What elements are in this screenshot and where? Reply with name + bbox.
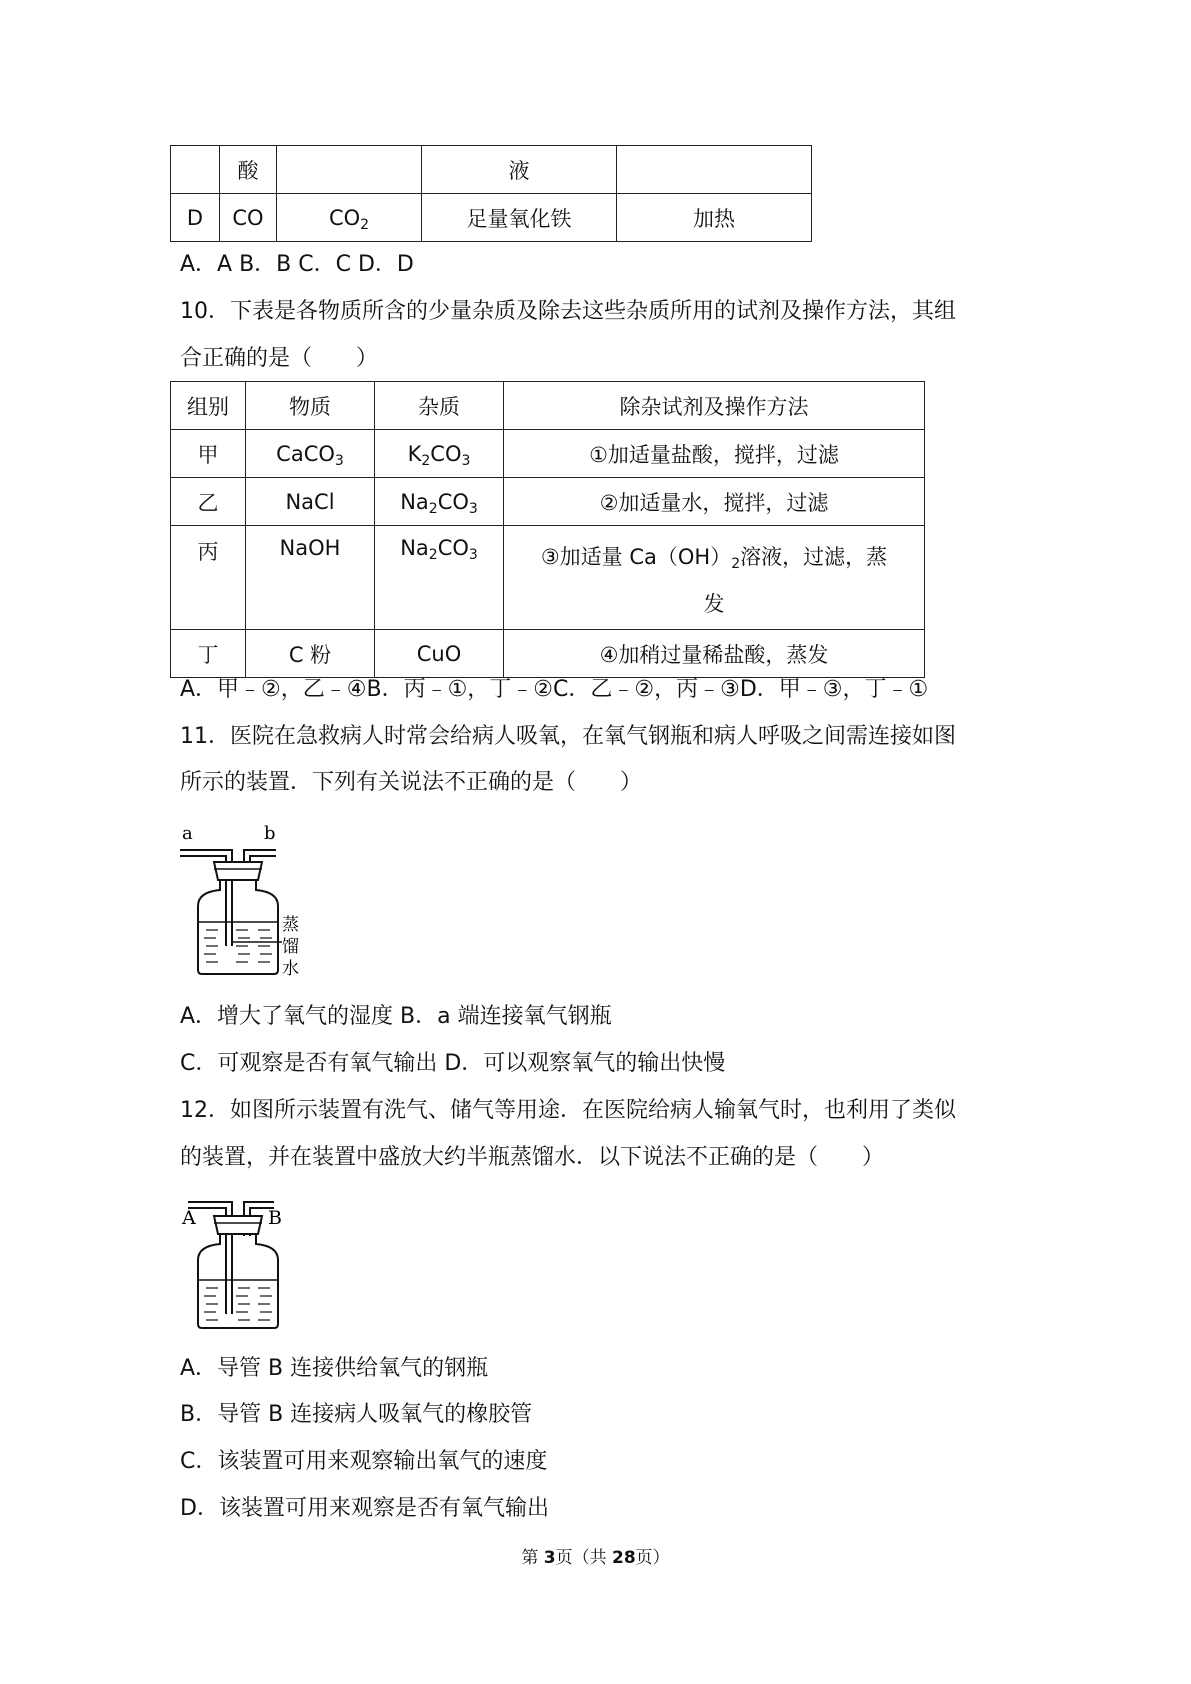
table-cell — [617, 146, 812, 194]
table-row — [171, 478, 925, 526]
wash-bottle-figure-1 — [178, 820, 308, 985]
table-header: 物质 — [246, 382, 375, 430]
total-pages: 28 — [611, 1548, 636, 1568]
label-b: b — [264, 823, 276, 844]
wash-bottle-figure-2 — [178, 1190, 298, 1330]
footer-suffix: 页） — [635, 1548, 670, 1568]
table-cell: D — [171, 194, 220, 242]
q10-stem-line2: 合正确的是（ ） — [180, 346, 379, 371]
table-cell: CuO — [375, 630, 504, 678]
label-A: A — [182, 1207, 196, 1229]
q12-option-b: B．导管 B 连接病人吸氧气的橡胶管 — [180, 1402, 533, 1427]
page-number: 3 — [543, 1548, 556, 1568]
table-header: 除杂试剂及操作方法 — [504, 382, 925, 430]
label-B: B — [268, 1207, 282, 1229]
table-cell: ②加适量水，搅拌，过滤 — [504, 478, 925, 526]
table-cell — [277, 146, 422, 194]
q9-options: A．A B．B C．C D．D — [180, 252, 414, 277]
table-cell: CaCO$_3$ — [246, 430, 375, 478]
label-a: a — [182, 823, 193, 844]
q12-stem-line2: 的装置，并在装置中盛放大约半瓶蒸馏水．以下说法不正确的是（ ） — [180, 1145, 885, 1170]
q10-stem-line1: 10．下表是各物质所含的少量杂质及除去这些杂质所用的试剂及操作方法，其组 — [180, 299, 956, 324]
table-cell — [504, 526, 925, 630]
q12-option-a: A．导管 B 连接供给氧气的钢瓶 — [180, 1356, 489, 1381]
table-cell: ①加适量盐酸，搅拌，过滤 — [504, 430, 925, 478]
table-cell: C 粉 — [246, 630, 375, 678]
q12-option-c: C．该装置可用来观察输出氧气的速度 — [180, 1449, 548, 1474]
table-cell: NaCl — [246, 478, 375, 526]
table-cell: $CO_2$ — [277, 194, 422, 242]
table-row — [171, 430, 925, 478]
q11-stem-line2: 所示的装置．下列有关说法不正确的是（ ） — [180, 770, 643, 795]
table-cell: 甲 — [171, 430, 246, 478]
footer-middle: 页（共 — [555, 1548, 612, 1568]
q12-stem-line1: 12．如图所示装置有洗气、储气等用途．在医院给病人输氧气时，也利用了类似 — [180, 1098, 956, 1123]
table-row — [171, 526, 925, 630]
table-cell: 加热 — [617, 194, 812, 242]
table-header: 杂质 — [375, 382, 504, 430]
table-cell: $Na_2CO_3$ — [375, 478, 504, 526]
q12-option-d: D．该装置可用来观察是否有氧气输出 — [180, 1496, 549, 1521]
table-cell: CO — [220, 194, 277, 242]
label-water-3: 水 — [282, 959, 299, 979]
method-line: 发 — [703, 592, 725, 616]
q11-stem-line1: 11．医院在急救病人时常会给病人吸氧，在氧气钢瓶和病人呼吸之间需连接如图 — [180, 724, 956, 749]
q10-options: A．甲﹣②，乙﹣④B．丙﹣①，丁﹣②C．乙﹣②，丙﹣③D．甲﹣③，丁﹣① — [180, 677, 929, 702]
page-footer — [0, 1543, 1191, 1568]
table-cell: 足量氧化铁 — [422, 194, 617, 242]
q11-options-ab: A．增大了氧气的湿度 B．a 端连接氧气钢瓶 — [180, 1004, 612, 1029]
footer-prefix: 第 — [521, 1548, 544, 1568]
table-cell: $Na_2CO_3$ — [375, 526, 504, 630]
table-cell: 乙 — [171, 478, 246, 526]
method-line: ③加适量 $Ca(OH)_2$溶液，过滤，蒸 — [540, 545, 888, 572]
label-water-2: 馏 — [282, 937, 299, 957]
table-cell: 丁 — [171, 630, 246, 678]
table-cell: 酸 — [220, 146, 277, 194]
table-cell: 液 — [422, 146, 617, 194]
table-cell: 丙 — [171, 526, 246, 630]
q11-options-cd: C．可观察是否有氧气输出 D．可以观察氧气的输出快慢 — [180, 1051, 726, 1076]
table-row — [171, 630, 925, 678]
table-cell: ④加稍过量稀盐酸，蒸发 — [504, 630, 925, 678]
table-cell: NaOH — [246, 526, 375, 630]
q9-table — [170, 145, 812, 242]
table-cell — [171, 146, 220, 194]
table-header: 组别 — [171, 382, 246, 430]
q10-table — [170, 381, 925, 678]
label-water-1: 蒸 — [282, 915, 299, 935]
table-cell: $K_2CO_3$ — [375, 430, 504, 478]
